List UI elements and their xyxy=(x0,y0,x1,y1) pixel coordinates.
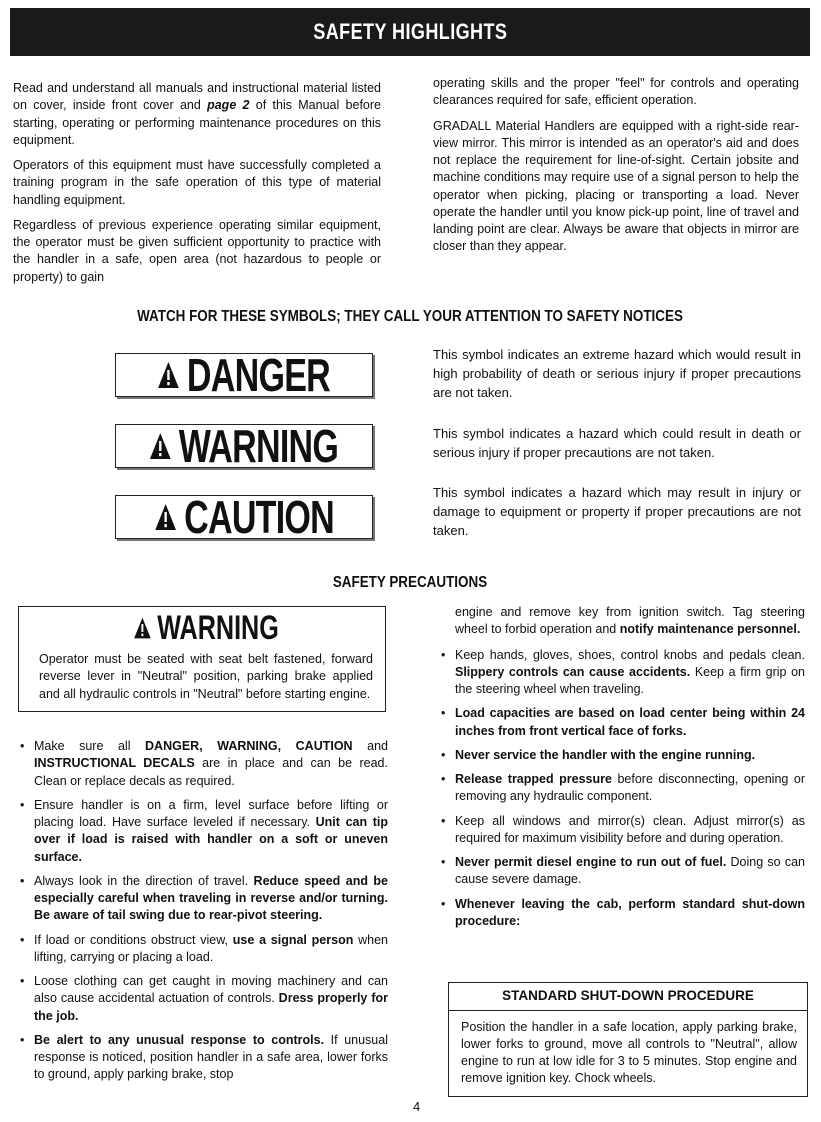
header-bar xyxy=(10,8,810,56)
precautions-left-list xyxy=(20,738,388,1091)
danger-symbol-box xyxy=(115,349,373,401)
shutdown-text: Position the handler in a safe location, apply parking brake, lower forks to ground, move all controls to "Neutral", allow engine to run at low idle for 3 to 5 minutes. Stop engine and remove ignition key. Chock wheels. xyxy=(461,1019,797,1086)
precautions-heading: SAFETY PRECAUTIONS xyxy=(332,574,488,591)
warning-description: This symbol indicates a hazard which could result in death or serious injury if proper precautions are not taken. xyxy=(433,426,801,460)
precaution-warning-label: WARNING xyxy=(157,609,279,647)
precautions-right-list xyxy=(441,604,805,937)
precaution-warning-text: Operator must be seated with seat belt fastened, forward reverse lever in "Neutral" position, parking brake applied and all hydraulic controls in "Neutral" before starting engine. xyxy=(39,652,373,701)
warning-triangle-icon xyxy=(150,431,172,461)
list-item: • Loose clothing can get caught in moving machinery and can also cause accidental actuation of controls. Dress properly for the job. xyxy=(20,973,388,1025)
page-number: 4 xyxy=(413,1099,421,1114)
warning-triangle-icon xyxy=(154,502,176,532)
list-item: • Make sure all DANGER, WARNING, CAUTION and INSTRUCTIONAL DECALS are in place and can be read. Clean or replace decals as required. xyxy=(20,738,388,790)
list-item: • Never permit diesel engine to run out of fuel. Doing so can cause severe damage. xyxy=(441,854,805,889)
warning-symbol-box xyxy=(115,420,373,472)
intro-paragraph-3: Regardless of previous experience operating similar equipment, the operator must be given sufficient opportunity to practice with the handler in a safe, open area (not hazardous to people or property) to gain xyxy=(13,217,381,284)
danger-label: DANGER xyxy=(187,349,331,401)
page-title: SAFETY HIGHLIGHTS xyxy=(312,18,508,44)
list-item: • Never service the handler with the engine running. xyxy=(441,747,805,764)
caution-description: This symbol indicates a hazard which may result in injury or damage to equipment or property if proper precautions are not taken. xyxy=(433,485,801,538)
list-item: • Always look in the direction of travel. Reduce speed and be especially careful when traveling in reverse and/or turning. Be aware of tail swing due to rear-pivot steering. xyxy=(20,873,388,925)
warning-triangle-icon xyxy=(158,360,180,390)
intro-paragraph-2: Operators of this equipment must have successfully completed a training program in the safe operation of this type of material handling equipment. xyxy=(13,158,381,207)
intro-left-column xyxy=(13,80,381,294)
danger-description: This symbol indicates an extreme hazard which would result in high probability of death or serious injury if proper precautions are not taken. xyxy=(433,347,801,400)
caution-symbol-box xyxy=(115,491,373,543)
list-item: • Be alert to any unusual response to controls. If unusual response is noticed, position handler in a safe area, lower forks to ground, apply parking brake, stop xyxy=(20,1032,388,1084)
intro-paragraph-4: operating skills and the proper "feel" for controls and operating clearances required for safe, efficient operation. xyxy=(433,76,799,108)
shutdown-procedure-box xyxy=(448,982,808,1097)
list-item: • Keep hands, gloves, shoes, control knobs and pedals clean. Slippery controls can cause accidents. Keep a firm grip on the steering wheel when traveling. xyxy=(441,647,805,699)
warning-triangle-icon xyxy=(133,616,151,640)
warning-label: WARNING xyxy=(179,420,339,472)
intro-paragraph-1: Read and understand all manuals and instructional material listed on cover, inside front cover and page 2 of this Manual before starting, operating or performing maintenance procedures on this equipment. xyxy=(13,81,381,147)
shutdown-title: STANDARD SHUT-DOWN PROCEDURE xyxy=(449,983,807,1011)
continued-text: engine and remove key from ignition switch. Tag steering wheel to forbid operation and notify maintenance personnel. xyxy=(455,605,805,637)
list-item: • Whenever leaving the cab, perform standard shut-down procedure: xyxy=(441,896,805,931)
list-item: • If load or conditions obstruct view, use a signal person when lifting, carrying or placing a load. xyxy=(20,932,388,967)
symbols-heading: WATCH FOR THESE SYMBOLS; THEY CALL YOUR ATTENTION TO SAFETY NOTICES xyxy=(137,308,683,325)
precaution-warning-box xyxy=(18,606,386,712)
list-item: • Ensure handler is on a firm, level surface before lifting or placing load. Have surface leveled if necessary. Unit can tip over if load is raised with handler on a soft or uneven surface. xyxy=(20,797,388,866)
caution-label: CAUTION xyxy=(183,491,334,543)
intro-paragraph-5: GRADALL Material Handlers are equipped with a right-side rear-view mirror. This mirror is intended as an operator's aid and does not replace the requirement for line-of-sight. Certain jobsite and machine conditions may require use of a signal person to help the operator when picking, placing or transporting a load. Never operate the handler until you know pick-up point, line of travel and landing point are clear. Always be aware that objects in mirror are closer than they appear. xyxy=(433,118,799,254)
list-item: • Keep all windows and mirror(s) clean. Adjust mirror(s) as required for maximum visibility before and during operation. xyxy=(441,813,805,848)
intro-right-column xyxy=(433,75,799,264)
list-item: • Load capacities are based on load center being within 24 inches from front vertical face of forks. xyxy=(441,705,805,740)
list-item: • Release trapped pressure before disconnecting, opening or removing any hydraulic component. xyxy=(441,771,805,806)
